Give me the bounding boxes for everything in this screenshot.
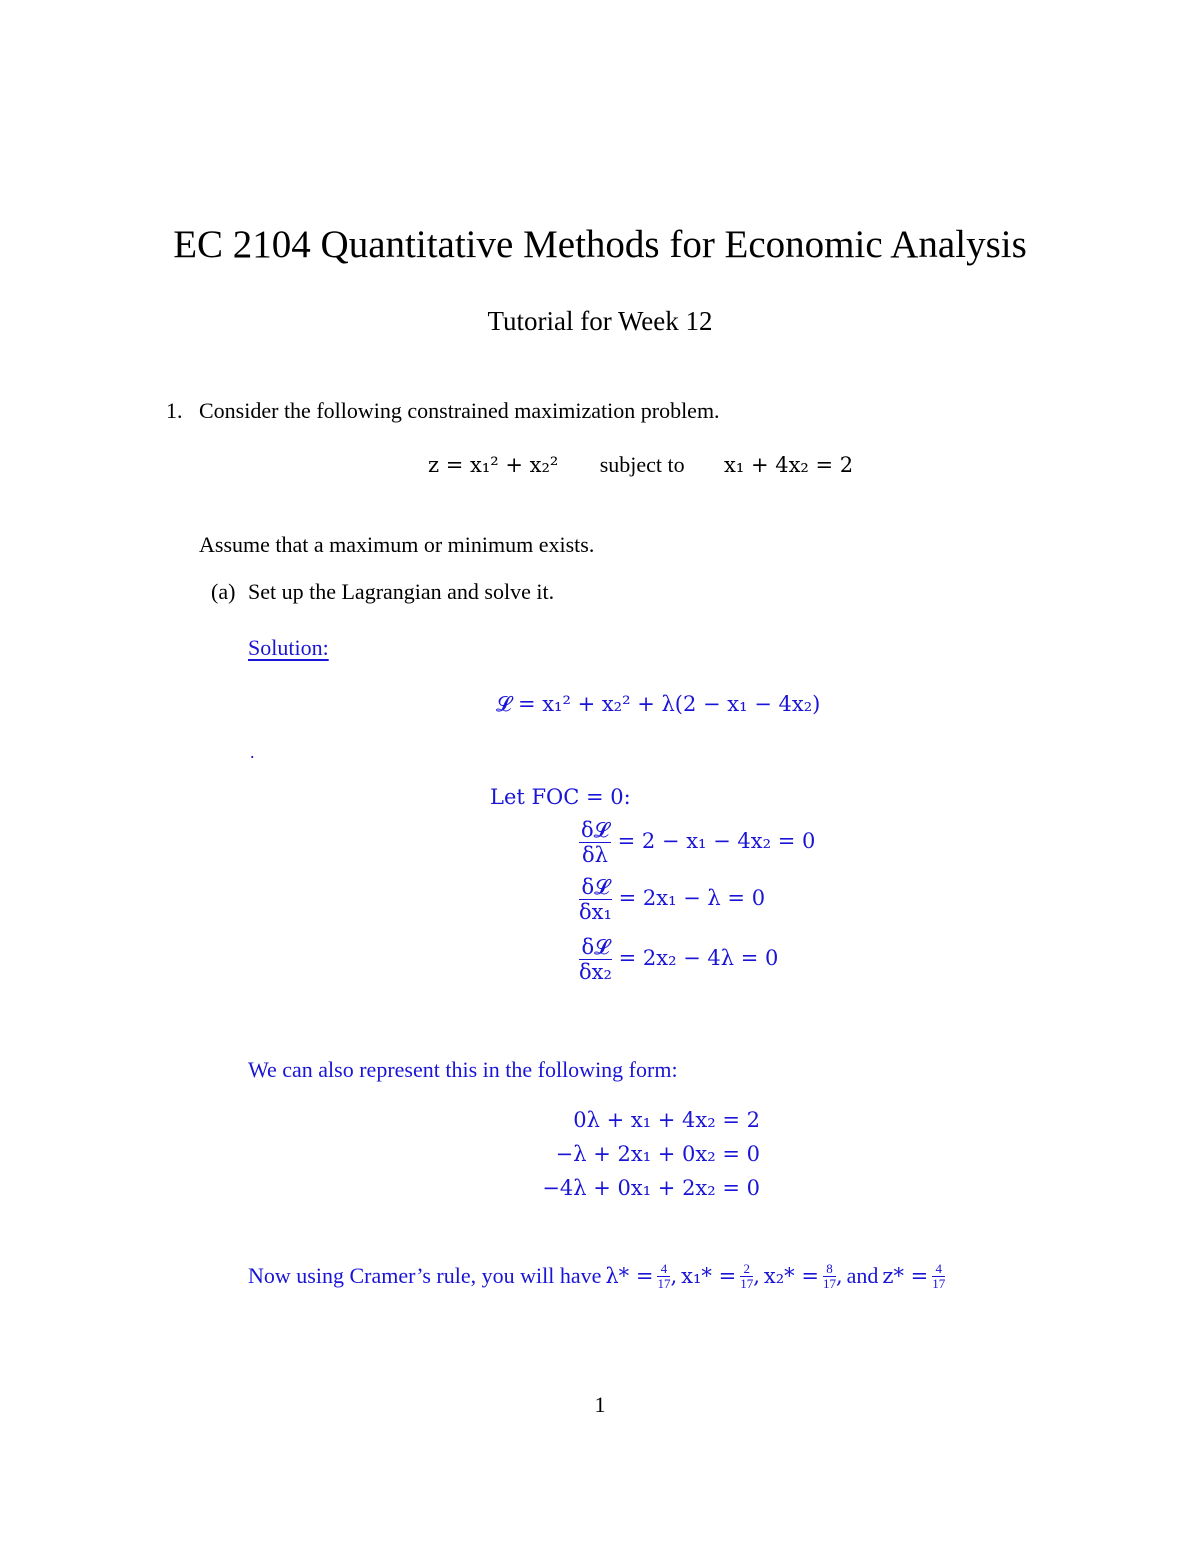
lagrangian-equation: 𝓛 = x₁² + x₂² + λ(2 − x₁ − 4x₂) (496, 692, 821, 716)
foc-rhs: = 2 − x₁ − 4x₂ = 0 (617, 829, 816, 854)
subject-to-label: subject to (599, 452, 685, 477)
part-a-label: (a) (211, 579, 236, 604)
cramer-intro: Now using Cramer’s rule, you will have (248, 1263, 602, 1289)
z-star-fraction: $\frac{4}{17}$ (932, 1261, 946, 1291)
x2-star-fraction: $\frac{8}{17}$ (822, 1261, 836, 1291)
x1-star-fraction: $\frac{2}{17}$ (740, 1261, 754, 1291)
assumption-text: Assume that a maximum or minimum exists. (199, 532, 595, 557)
system-equation-2: −λ + 2x₁ + 0x₂ = 0 (555, 1142, 760, 1166)
lambda-star-lhs: λ* = (605, 1264, 654, 1289)
problem-equation (428, 452, 853, 478)
foc-fraction: $\frac{\text{δ𝓛}}{\text{δx₂}}$ (579, 935, 612, 985)
system-equation-1: 0λ + x₁ + 4x₂ = 2 (573, 1108, 760, 1132)
document-subtitle: Tutorial for Week 12 (487, 306, 713, 336)
foc-equation-lambda (579, 818, 815, 867)
page-number: 1 (594, 1392, 606, 1417)
foc-fraction: $\frac{\text{δ𝓛}}{\text{δx₁}}$ (579, 875, 612, 925)
part-a-text: Set up the Lagrangian and solve it. (248, 579, 555, 604)
foc-rhs: = 2x₁ − λ = 0 (618, 886, 766, 911)
foc-rhs: = 2x₂ − 4λ = 0 (618, 946, 779, 971)
objective-function: z = x₁² + x₂² (428, 453, 559, 477)
x1-star-lhs: x₁* = (681, 1264, 737, 1289)
cramer-result-line: Now using Cramer’s rule, you will have λ* = $\frac{4}{17}$ , x₁* = $\frac{2}{17}$ , x₂* = $\frac{8}{17}$ , and z* = $\frac{4}{17}$ (248, 1261, 946, 1291)
x2-star-lhs: x₂* = (763, 1264, 819, 1289)
and-word: and (846, 1263, 879, 1289)
constraint-equation: x₁ + 4x₂ = 2 (724, 453, 854, 477)
document-title: EC 2104 Quantitative Methods for Economic Analysis (173, 223, 1027, 266)
question-prompt: Consider the following constrained maximization problem. (199, 398, 720, 423)
stray-mark: . (250, 742, 255, 762)
form-intro: We can also represent this in the following form: (248, 1057, 678, 1082)
solution-label: Solution: (248, 635, 329, 660)
foc-intro: Let FOC = 0: (490, 785, 631, 809)
question-number: 1. (166, 398, 183, 423)
system-equation-3: −4λ + 0x₁ + 2x₂ = 0 (542, 1176, 760, 1200)
z-star-lhs: z* = (882, 1264, 929, 1289)
lambda-star-fraction: $\frac{4}{17}$ (657, 1261, 671, 1291)
foc-equation-x2 (579, 935, 778, 984)
foc-equation-x1 (579, 875, 765, 924)
foc-fraction: $\frac{\text{δ𝓛}}{\delta\lambda}$ (581, 818, 609, 868)
